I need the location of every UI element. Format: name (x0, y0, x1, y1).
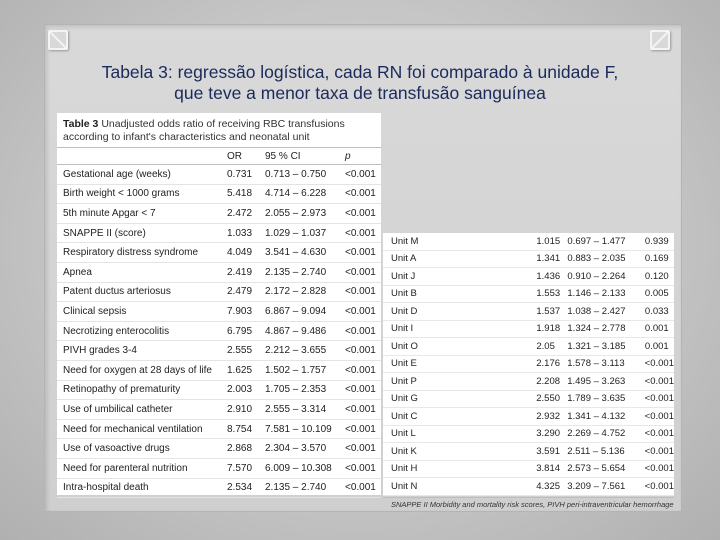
table-row (57, 341, 381, 361)
table-cell: 2.208 (536, 375, 561, 387)
table-row (383, 268, 674, 286)
table-cell: 0.731 (227, 168, 253, 180)
table-cell: Unit G (391, 393, 418, 405)
table-cell: 1.029 – 1.037 (265, 227, 327, 239)
table-caption-text: Unadjusted odds ratio of receiving RBC transfusions according to infant's characteristics and neonatal unit (63, 118, 345, 143)
table-cell: 1.625 (227, 364, 253, 376)
table-cell: 6.009 – 10.308 (265, 462, 332, 474)
table-cell: Retinopathy of prematurity (63, 384, 181, 396)
table-row (57, 302, 381, 322)
table-cell: <0.001 (644, 410, 674, 422)
table-row (383, 338, 674, 356)
table-cell: 0.697 – 1.477 (567, 235, 626, 247)
table-cell: Unit M (391, 235, 419, 247)
table-cell: Apnea (63, 266, 92, 278)
table-cell: 1.015 (536, 235, 561, 247)
slide-title (60, 62, 660, 104)
table-cell: 3.814 (536, 463, 561, 475)
table-body (383, 233, 674, 496)
table-cell: Use of vasoactive drugs (63, 443, 170, 455)
table-cell: 0.883 – 2.035 (567, 253, 626, 265)
table-body (57, 165, 381, 498)
table-cell: <0.001 (345, 247, 376, 259)
table-cell: 2.135 – 2.740 (265, 482, 327, 494)
table-row (57, 165, 381, 185)
table-cell: Unit E (391, 358, 417, 370)
table-cell: <0.001 (644, 375, 674, 387)
table-cell: 2.269 – 4.752 (567, 428, 626, 440)
table-cell: 1.341 – 4.132 (567, 410, 626, 422)
table-row (383, 478, 674, 496)
table-cell: 1.789 – 3.635 (567, 393, 626, 405)
table-cell: <0.001 (644, 428, 674, 440)
table-cell: 8.754 (227, 423, 253, 435)
table-cell: PIVH grades 3-4 (63, 345, 137, 357)
table-cell: 2.135 – 2.740 (265, 266, 327, 278)
table-cell: Unit B (391, 288, 417, 300)
table-cell: Clinical sepsis (63, 305, 127, 317)
table-cell: Unit N (391, 480, 418, 492)
table-cell: <0.001 (644, 480, 674, 492)
table-cell: 2.055 – 2.973 (265, 207, 327, 219)
table-cell: 1.495 – 3.263 (567, 375, 626, 387)
table-cell: 1.436 (536, 270, 561, 282)
table-cell: 2.550 (536, 393, 561, 405)
table-cell: 2.910 (227, 403, 253, 415)
table-cell: 3.591 (536, 445, 561, 457)
table-cell: <0.001 (345, 325, 376, 337)
table-cell: 0.033 (644, 305, 669, 317)
table-cell: 0.713 – 0.750 (265, 168, 327, 180)
table-row (383, 251, 674, 269)
table-cell: Need for mechanical ventilation (63, 423, 203, 435)
table-cell: 3.541 – 4.630 (265, 247, 327, 259)
table-row (57, 224, 381, 244)
table-cell: <0.001 (345, 443, 376, 455)
table-row (383, 391, 674, 409)
table-cell: <0.001 (345, 482, 376, 494)
table-cell: 2.172 – 2.828 (265, 286, 327, 298)
table-footnote: SNAPPE II Morbidity and mortality risk scores, PIVH peri-intraventricular hemorrhage (383, 497, 674, 509)
top-left-corner-ornament (48, 30, 68, 50)
table-cell: Respiratory distress syndrome (63, 247, 199, 259)
table-row (383, 233, 674, 251)
table-header-cell: p (345, 150, 351, 162)
table-header-cell: 95 % CI (265, 150, 301, 162)
table-row (383, 443, 674, 461)
table-cell: SNAPPE II (score) (63, 227, 146, 239)
table-cell: 0.001 (644, 340, 669, 352)
table-cell: <0.001 (345, 168, 376, 180)
table-cell: 2.003 (227, 384, 253, 396)
table-cell: 1.146 – 2.133 (567, 288, 626, 300)
table-cell: Unit L (391, 428, 416, 440)
table-cell: 2.555 (227, 345, 253, 357)
table-cell: 3.209 – 7.561 (567, 480, 626, 492)
table-cell: <0.001 (345, 266, 376, 278)
table-row (383, 321, 674, 339)
table-row (57, 361, 381, 381)
table-row (57, 185, 381, 205)
table-row (383, 426, 674, 444)
table-cell: 2.555 – 3.314 (265, 403, 327, 415)
top-right-corner-ornament (650, 30, 670, 50)
table-cell: 1.705 – 2.353 (265, 384, 327, 396)
table-cell: 0.910 – 2.264 (567, 270, 626, 282)
table-cell: <0.001 (345, 462, 376, 474)
table-cell: Unit C (391, 410, 418, 422)
table-cell: 4.325 (536, 480, 561, 492)
table-cell: <0.001 (345, 364, 376, 376)
table-cell: 6.795 (227, 325, 253, 337)
table-cell: 7.570 (227, 462, 253, 474)
table-row (383, 408, 674, 426)
table-cell: Unit O (391, 340, 418, 352)
table-row (57, 479, 381, 499)
table-cell: 7.903 (227, 305, 253, 317)
table-cell: 1.553 (536, 288, 561, 300)
table-cell: 2.472 (227, 207, 253, 219)
table-cell: <0.001 (644, 393, 674, 405)
table-row (383, 286, 674, 304)
table-cell: 0.001 (644, 323, 669, 335)
table-cell: <0.001 (345, 423, 376, 435)
table-cell: Need for parenteral nutrition (63, 462, 188, 474)
table-cell: 5th minute Apgar < 7 (63, 207, 156, 219)
table-cell: 3.290 (536, 428, 561, 440)
table-row (383, 373, 674, 391)
table-row (57, 400, 381, 420)
table-row (57, 283, 381, 303)
table-cell: 2.511 – 5.136 (567, 445, 625, 457)
table-cell: Unit A (391, 253, 417, 265)
table-cell: 1.341 (536, 253, 561, 265)
table-row (383, 461, 674, 479)
table-cell: 6.867 – 9.094 (265, 305, 327, 317)
table-cell: Intra-hospital death (63, 482, 149, 494)
table-cell: 2.932 (536, 410, 561, 422)
table-row (57, 459, 381, 479)
table-row (383, 356, 674, 374)
table-cell: 2.868 (227, 443, 253, 455)
table-cell: <0.001 (345, 345, 376, 357)
table-cell: Unit H (391, 463, 418, 475)
table-header-row (57, 147, 381, 165)
table-cell: <0.001 (345, 286, 376, 298)
table-cell: Unit J (391, 270, 416, 282)
table-row (57, 243, 381, 263)
table-cell: Unit I (391, 323, 414, 335)
table-cell: 0.939 (644, 235, 669, 247)
table-cell: Unit P (391, 375, 417, 387)
table-cell: 2.05 (536, 340, 555, 352)
table-cell: 1.033 (227, 227, 253, 239)
slide-title-line1: Tabela 3: regressão logística, cada RN foi comparado à unidade F, (101, 62, 619, 82)
table-row (57, 381, 381, 401)
table-cell: Patent ductus arteriosus (63, 286, 171, 298)
table-cell: 1.324 – 2.778 (567, 323, 626, 335)
table-cell: 2.176 (536, 358, 561, 370)
table-cell: <0.001 (345, 384, 376, 396)
table-cell: 1.918 (536, 323, 561, 335)
table-cell: 0.005 (644, 288, 669, 300)
table-cell: 2.534 (227, 482, 253, 494)
table-cell: Birth weight < 1000 grams (63, 188, 180, 200)
table-cell: Unit D (391, 305, 418, 317)
table-cell: 5.418 (227, 188, 253, 200)
table-cell: Gestational age (weeks) (63, 168, 171, 180)
table-row (383, 303, 674, 321)
table-cell: <0.001 (345, 227, 376, 239)
table-cell: 4.714 – 6.228 (265, 188, 327, 200)
table-cell: 2.304 – 3.570 (265, 443, 327, 455)
table-cell: 1.502 – 1.757 (265, 364, 327, 376)
table-cell: <0.001 (644, 463, 674, 475)
table-cell: 1.321 – 3.185 (567, 340, 626, 352)
table-cell: 0.169 (644, 253, 669, 265)
table-cell: <0.001 (345, 188, 376, 200)
table-cell: 0.120 (644, 270, 669, 282)
table-row (57, 439, 381, 459)
table-header-cell: OR (227, 150, 242, 162)
table-row (57, 204, 381, 224)
table-cell: 2.573 – 5.654 (567, 463, 626, 475)
table-row (57, 263, 381, 283)
table-cell: Need for oxygen at 28 days of life (63, 364, 212, 376)
table-cell: 1.578 – 3.113 (567, 358, 625, 370)
table-cell: 1.537 (536, 305, 561, 317)
table-cell: <0.001 (345, 207, 376, 219)
table-cell: 1.038 – 2.427 (567, 305, 626, 317)
table-row (57, 420, 381, 440)
table-caption-label: Table 3 (63, 118, 99, 130)
table-cell: 4.049 (227, 247, 253, 259)
table-cell: Necrotizing enterocolitis (63, 325, 170, 337)
table-cell: Unit K (391, 445, 417, 457)
table-row (57, 322, 381, 342)
table-cell: <0.001 (644, 445, 674, 457)
table-cell: 7.581 – 10.109 (265, 423, 332, 435)
unit-odds-table-image (383, 233, 674, 509)
table-cell: <0.001 (644, 358, 674, 370)
odds-ratio-table-image (57, 113, 381, 495)
table-cell: Use of umbilical catheter (63, 403, 173, 415)
slide-title-line2: que teve a menor taxa de transfusão sanguínea (174, 83, 546, 103)
table-cell: 2.212 – 3.655 (265, 345, 327, 357)
table-caption (57, 113, 381, 143)
table-cell: 2.479 (227, 286, 253, 298)
table-cell: <0.001 (345, 403, 376, 415)
table-cell: 2.419 (227, 266, 253, 278)
table-cell: 4.867 – 9.486 (265, 325, 327, 337)
table-cell: <0.001 (345, 305, 376, 317)
